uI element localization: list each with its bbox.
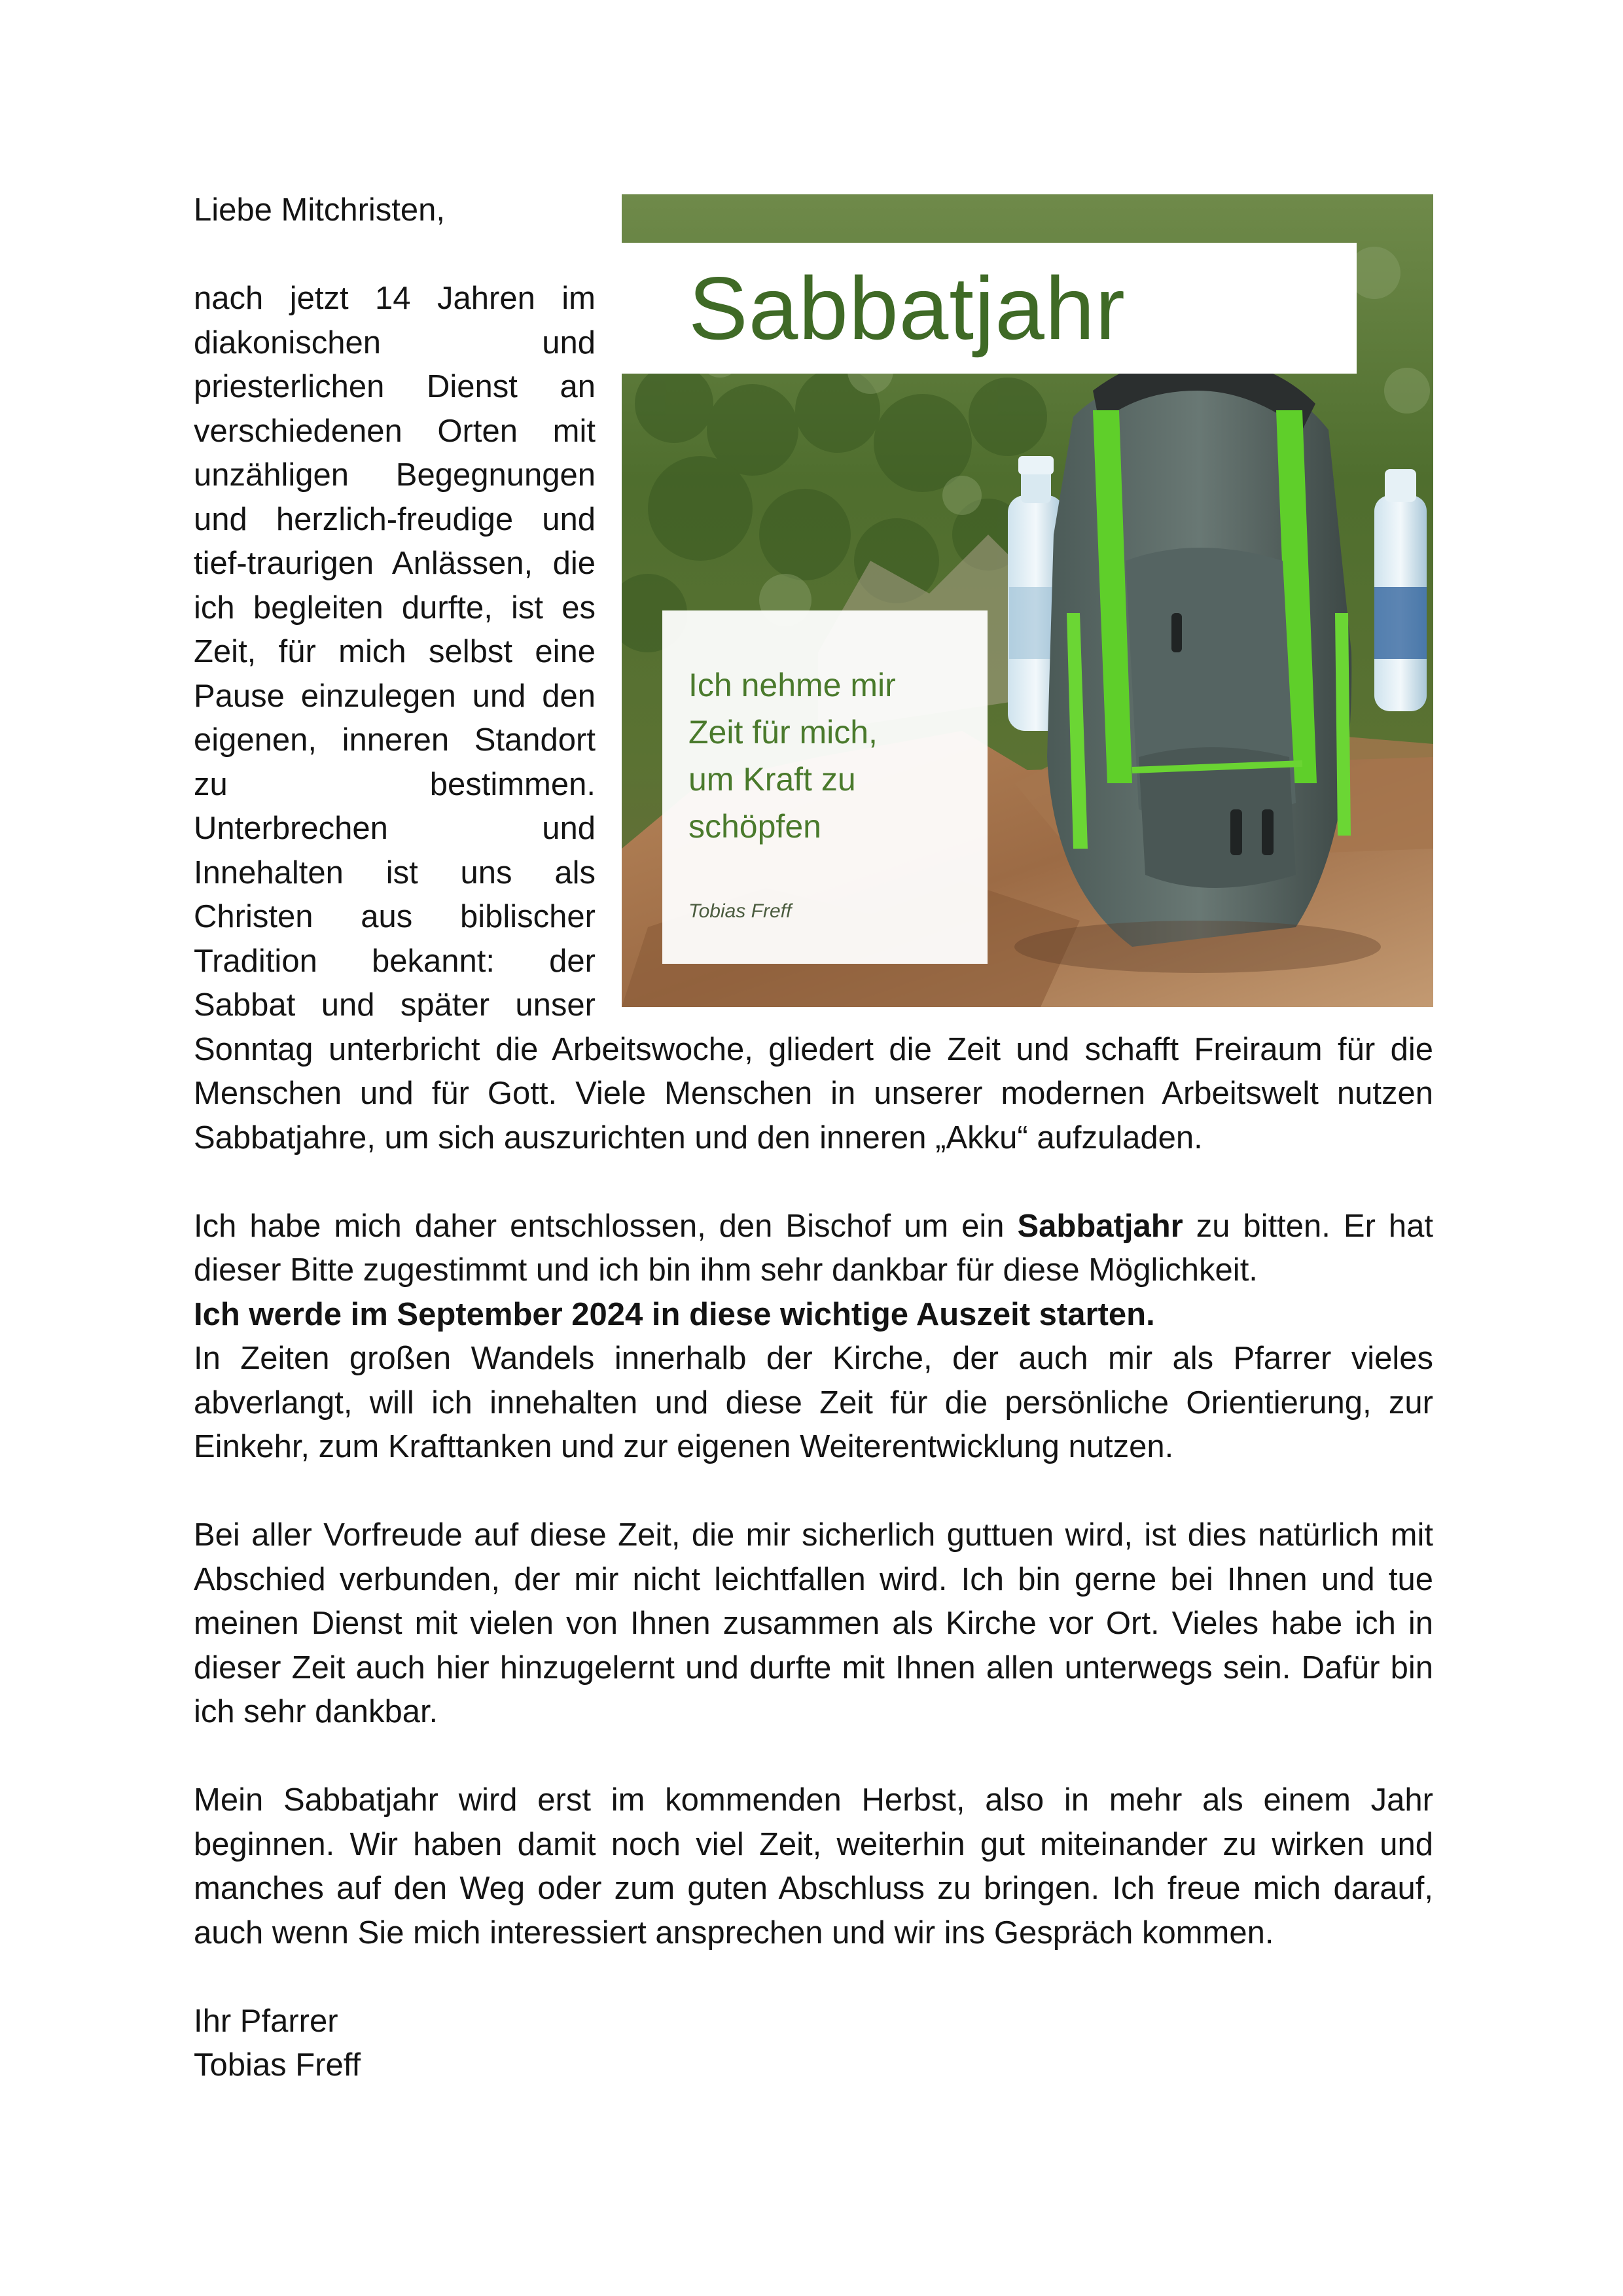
figure-quote: [688, 662, 988, 850]
spacer: [194, 1955, 1433, 2000]
figure-author: Tobias Freff: [688, 900, 792, 922]
spacer: [194, 1735, 1433, 1779]
letter-body: [194, 188, 1433, 2088]
quote-line: um Kraft zu: [688, 761, 856, 798]
decision-text-end: zu bitten. Er hat dieser Bitte zugestimmt und ich bin ihm sehr dankbar für diese Möglichkeit.: [194, 1208, 1433, 1288]
quote-line: schöpfen: [688, 808, 821, 845]
figure-title: Sabbatjahr: [622, 243, 1357, 374]
paragraph-start-date: [194, 1293, 1433, 1337]
decision-bold-sabbatjahr: Sabbatjahr: [1017, 1208, 1183, 1244]
spacer: [194, 1470, 1433, 1514]
spacer: [194, 1160, 1433, 1205]
decision-text-start: Ich habe mich daher entschlossen, den Bischof um ein: [194, 1208, 1018, 1244]
sabbatjahr-photo: [622, 194, 1433, 1007]
quote-line: Ich nehme mir: [688, 667, 896, 703]
paragraph-decision: [194, 1205, 1433, 1293]
paragraph-intro: nach jetzt 14 Jahren im diakonischen und priesterlichen Dienst an verschiedenen Orten mit unzähligen Begegnungen und herzlich-freudige und tief-traurigen Anlässen, die ich begleiten durfte, ist es Zeit, für mich selbst eine Pause einzulegen und den eigenen, inneren Standort zu bestimmen. Unterbrechen und Innehalten ist uns als Christen aus biblischer Tradition bekannt: der Sabbat und später unser Sonntag unterbricht die Arbeitswoche, gliedert die Zeit und schafft Freiraum für die Menschen und für Gott. Viele Menschen in unserer modernen Arbeitswelt nutzen Sabbatjahre, um sich auszurichten und den inneren „Akku“ aufzuladen.: [194, 281, 1433, 1156]
closing: Ihr Pfarrer: [194, 2003, 338, 2039]
paragraph-timeline: Mein Sabbatjahr wird erst im kommenden Herbst, also in mehr als einem Jahr beginnen. Wir haben damit noch viel Zeit, weiterhin gut miteinander zu wirken und manches auf den Weg oder zum guten Abschluss zu bringen. Ich freue mich darauf, auch wenn Sie mich interessiert ansprechen und wir ins Gespräch kommen.: [194, 1782, 1433, 1951]
figure-quote-card: [662, 610, 988, 964]
salutation: Liebe Mitchristen,: [194, 192, 446, 228]
signature: Tobias Freff: [194, 2047, 361, 2083]
paragraph-reason: In Zeiten großen Wandels innerhalb der Kirche, der auch mir als Pfarrer vieles abverlangt, will ich innehalten und diese Zeit für die persönliche Orientierung, zur Einkehr, zum Krafttanken und zur eigenen Weiterentwicklung nutzen.: [194, 1341, 1433, 1464]
quote-line: Zeit für mich,: [688, 714, 878, 751]
start-date-bold: Ich werde im September 2024 in diese wichtige Auszeit starten.: [194, 1296, 1155, 1332]
paragraph-farewell: Bei aller Vorfreude auf diese Zeit, die mir sicherlich guttuen wird, ist dies natürlich mit Abschied verbunden, der mir nicht leichtfallen wird. Ich bin gerne bei Ihnen und tue meinen Dienst mit vielen von Ihnen zusammen als Kirche vor Ort. Vieles habe ich in dieser Zeit auch hier hinzugelernt und durfte mit Ihnen allen unterwegs sein. Dafür bin ich sehr dankbar.: [194, 1517, 1433, 1729]
